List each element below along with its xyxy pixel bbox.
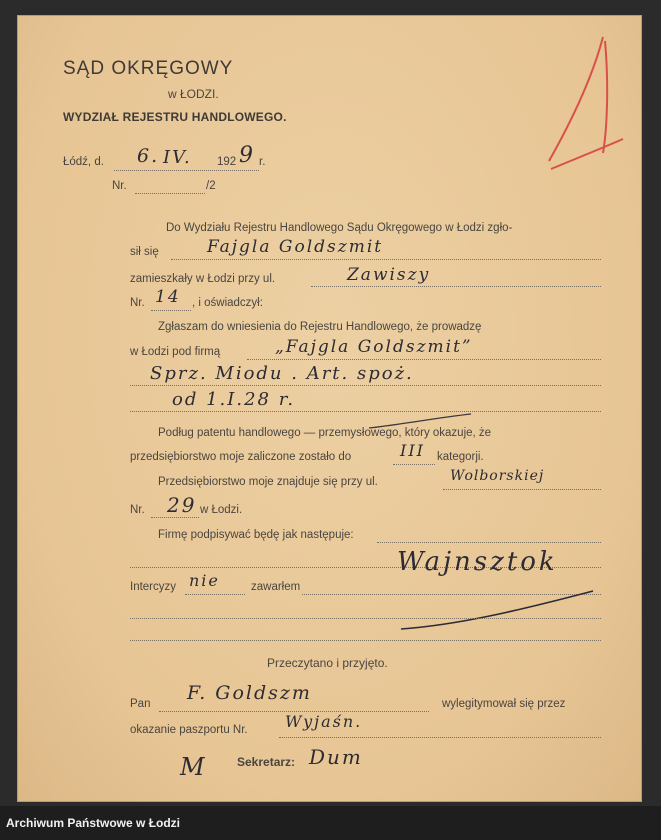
passport-line — [279, 737, 601, 738]
date-year-prefix: 192 — [217, 156, 237, 168]
business-line-1 — [130, 385, 601, 386]
initials-mark: M — [180, 753, 207, 781]
category-value: III — [400, 441, 425, 460]
secretary-label: Sekretarz: — [237, 755, 296, 769]
archive-label: Archiwum Państwowe w Łodzi — [6, 816, 181, 830]
red-number-mark — [545, 35, 625, 175]
name-line — [171, 259, 601, 260]
category-line — [393, 464, 435, 465]
registrant-street: Zawiszy — [347, 265, 431, 285]
body-line-3-label: zamieszkały w Łodzi przy ul. — [130, 273, 276, 285]
firm-sign-line-1 — [377, 542, 601, 543]
body-line-2-label: sił się — [130, 246, 159, 258]
document-page — [17, 15, 642, 802]
date-line — [114, 170, 259, 171]
date-day: 6. — [137, 145, 160, 167]
body-line-9: Podług patentu handlowego — przemysłowego, który okazuje, że — [158, 427, 492, 439]
secretary-signature: Dum — [309, 745, 363, 769]
intercyza-line — [185, 594, 245, 595]
signature-flourish — [397, 585, 597, 635]
date-nr-label: Nr. — [112, 180, 127, 192]
firm-line — [247, 359, 601, 360]
passport-label: okazanie paszportu Nr. — [130, 724, 248, 736]
strikethrough-mark — [365, 410, 475, 432]
business-house-nr: 29 — [167, 493, 197, 517]
house-nr-line — [151, 310, 191, 311]
body-line-6-label: w Łodzi pod firmą — [130, 346, 221, 358]
court-city: w ŁODZI. — [168, 87, 219, 101]
intercyza-suffix: zawarłem — [251, 581, 301, 593]
registrant-house-nr: 14 — [155, 287, 181, 307]
body-nr2-suffix: w Łodzi. — [200, 504, 243, 516]
firm-name: „Fajgla Goldszmit” — [275, 337, 473, 357]
business-start-date: od 1.I.28 r. — [172, 389, 296, 410]
registrant-name: Fajgla Goldszmit — [207, 237, 384, 257]
owner-signature: Wajnsztok — [397, 547, 558, 577]
firm-sign-label: Firmę podpisywać będę jak następuje: — [158, 529, 354, 541]
read-accepted: Przeczytano i przyjęto. — [267, 656, 388, 670]
body-nr-suffix: , i oświadczył: — [192, 297, 263, 309]
body-nr2-label: Nr. — [130, 504, 145, 516]
court-name: SĄD OKRĘGOWY — [63, 58, 234, 79]
street-line — [311, 286, 601, 287]
body-line-10-label: przedsiębiorstwo moje zaliczone zostało do — [130, 451, 352, 463]
date-prefix: Łódź, d. — [63, 156, 104, 168]
body-nr-label: Nr. — [130, 297, 145, 309]
date-month: IV. — [163, 147, 192, 168]
nr-line — [135, 193, 205, 194]
business-street-line — [443, 489, 601, 490]
body-line-5: Zgłaszam do wniesienia do Rejestru Handlowego, że prowadzę — [158, 321, 482, 333]
date-suffix: r. — [259, 156, 266, 168]
signature-line-3 — [130, 640, 601, 641]
pan-label: Pan — [130, 698, 151, 710]
business-nr-line — [151, 517, 199, 518]
legit-label: wylegitymował się przez — [442, 698, 566, 710]
date-year: 9 — [239, 143, 255, 168]
intercyza-value: nie — [189, 571, 220, 590]
business-type: Sprz. Miodu . Art. spoż. — [150, 363, 414, 384]
body-line-11-label: Przedsiębiorstwo moje znajduje się przy ul. — [158, 476, 378, 488]
passport-value: Wyjaśn. — [285, 712, 363, 731]
business-street: Wolborskiej — [450, 468, 545, 484]
date-nr-suffix: /2 — [206, 180, 216, 192]
archive-footer-bar — [0, 806, 661, 840]
signature-line-2 — [130, 618, 601, 619]
body-line-10-suffix: kategorji. — [437, 451, 484, 463]
department-name: WYDZIAŁ REJESTRU HANDLOWEGO. — [63, 110, 287, 124]
intercyza-label: Intercyzy — [130, 581, 177, 593]
body-line-1: Do Wydziału Rejestru Handlowego Sądu Okręgowego w Łodzi zgło- — [166, 222, 513, 234]
pan-name: F. Goldszm — [187, 682, 312, 704]
